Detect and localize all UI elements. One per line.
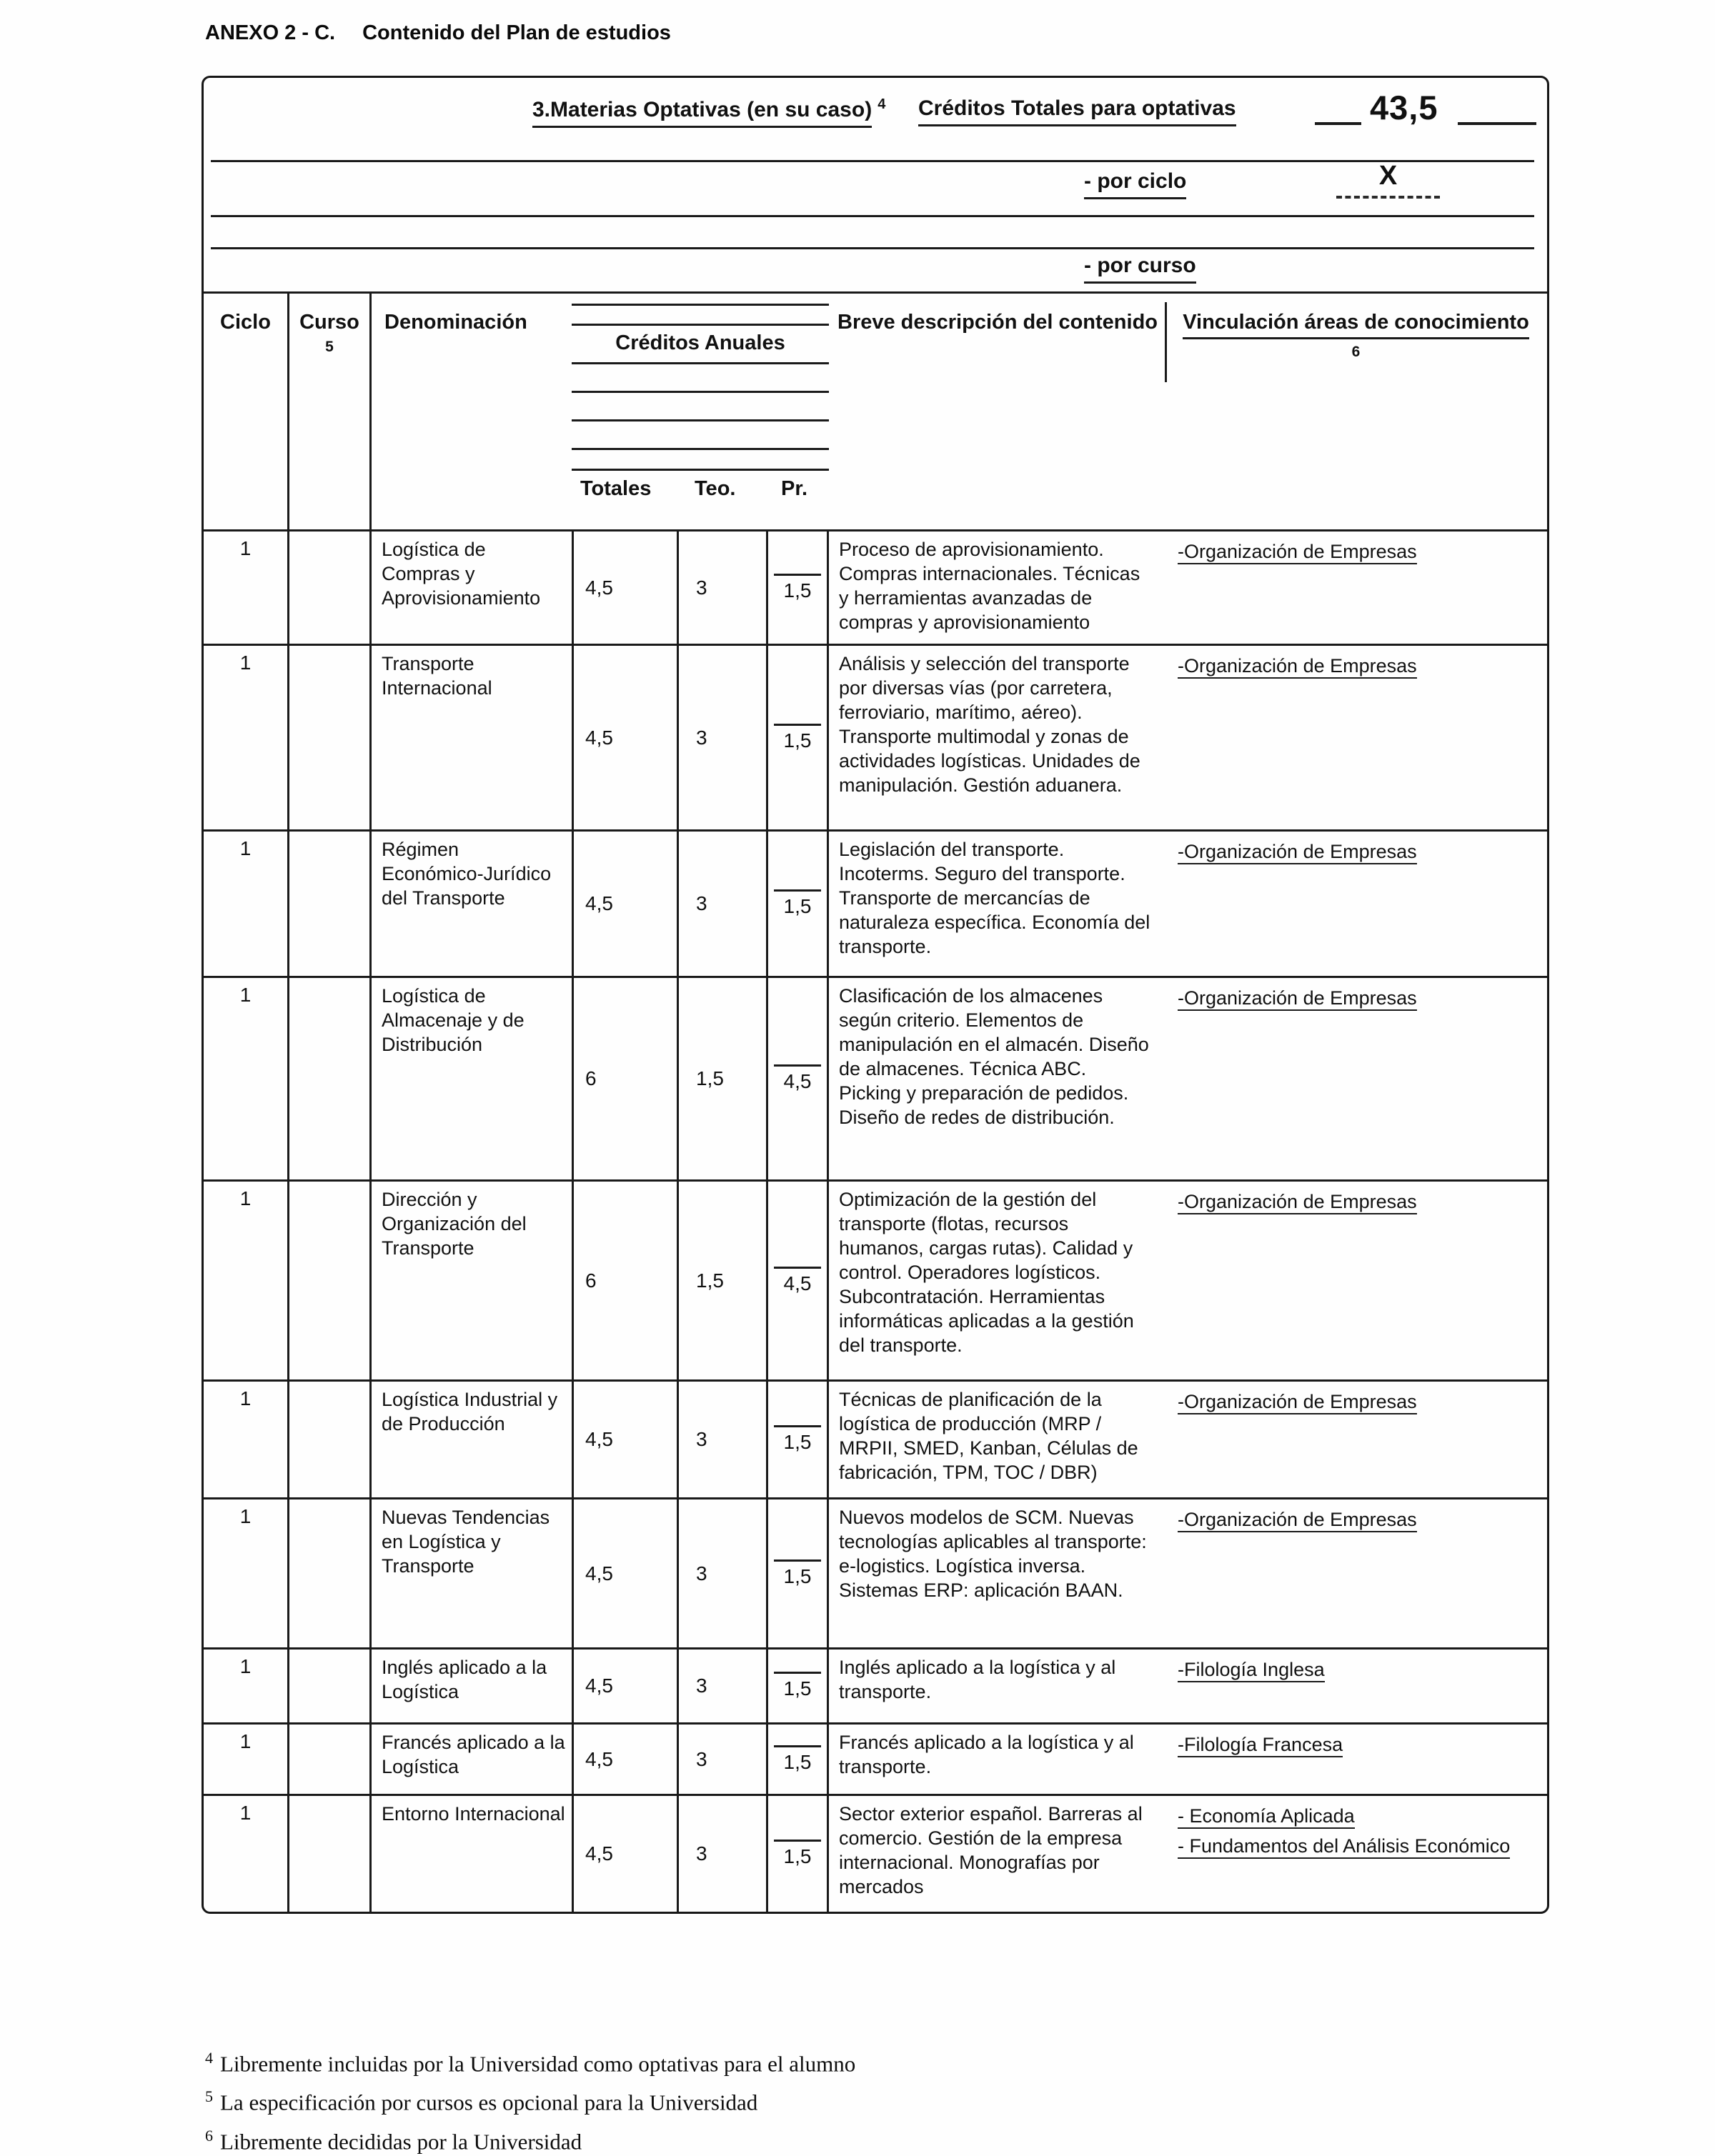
form-box [202, 76, 1549, 1914]
descripcion-header-text: Breve descripción del contenido [837, 311, 1158, 334]
cell-denominacion: Inglés aplicado a la Logística [382, 1657, 547, 1702]
footnote-text: La especificación por cursos es opcional para la Universidad [220, 2090, 758, 2115]
footnote-ref-5: 5 [325, 339, 334, 355]
cell-teo: 3 [679, 1650, 768, 1722]
cell-totales: 4,5 [572, 646, 679, 829]
cell-totales: 4,5 [572, 1796, 679, 1912]
cell-totales: 4,5 [572, 531, 679, 644]
cell-descripcion: Legislación del transporte. Incoterms. Seguro del transporte. Transporte de mercancías de naturaleza específica. Economía del transporte. [839, 839, 1150, 957]
table-header [204, 294, 1547, 529]
cell-vinculacion: -Organización de Empresas [1165, 1182, 1547, 1379]
cell-curso [289, 978, 372, 1179]
creditos-anuales-label: Créditos Anuales [572, 324, 829, 364]
cell-curso [289, 1796, 372, 1912]
table-row [204, 976, 1547, 1179]
cell-descripcion: Inglés aplicado a la logística y al transporte. [839, 1657, 1116, 1702]
cell-denominacion: Logística de Almacenaje y de Distribución [382, 985, 525, 1055]
cell-denominacion: Francés aplicado a la Logística [382, 1732, 565, 1777]
cell-teo: 3 [679, 531, 768, 644]
column-header-curso [289, 294, 372, 529]
table-row [204, 1497, 1547, 1647]
footnote-number: 5 [205, 2087, 213, 2106]
cell-pr: 1,5 [768, 1725, 829, 1794]
footnote-ref-6: 6 [1351, 344, 1361, 360]
cell-ciclo: 1 [204, 978, 289, 1179]
cell-ciclo: 1 [204, 531, 289, 644]
rule-line [211, 215, 1534, 217]
column-header-creditos [572, 294, 829, 529]
cell-curso [289, 646, 372, 829]
cell-totales: 4,5 [572, 1382, 679, 1497]
footnote-6 [205, 2127, 855, 2155]
cell-curso [289, 531, 372, 644]
cell-curso [289, 832, 372, 976]
cell-vinculacion: - Economía Aplicada - Fundamentos del Análisis Económico [1165, 1796, 1547, 1912]
column-header-ciclo [204, 294, 289, 529]
cell-pr: 1,5 [768, 832, 829, 976]
cell-vinculacion: -Filología Francesa [1165, 1725, 1547, 1794]
section-title [532, 96, 885, 128]
cell-teo: 3 [679, 1499, 768, 1647]
cell-curso [289, 1382, 372, 1497]
por-ciclo-label [1084, 169, 1186, 199]
column-header-teo: Teo. [695, 477, 736, 500]
cell-descripcion: Análisis y selección del transporte por diversas vías (por carretera, ferroviario, marítimo, aéreo). Transporte multimodal y zonas de actividades logísticas. Unidades de manipulación. Gestión aduanera. [839, 653, 1140, 796]
annex-title: Contenido del Plan de estudios [362, 21, 671, 44]
cell-denominacion: Régimen Económico-Jurídico del Transporte [382, 839, 552, 909]
cell-pr: 1,5 [768, 646, 829, 829]
cell-descripcion: Proceso de aprovisionamiento. Compras internacionales. Técnicas y herramientas avanzadas de compras y aprovisionamiento [839, 539, 1140, 633]
cell-ciclo: 1 [204, 1499, 289, 1647]
table-row [204, 1794, 1547, 1912]
cell-descripcion: Clasificación de los almacenes según criterio. Elementos de manipulación en el almacén. Diseño de almacenes. Técnica ABC. Picking y preparación de pedidos. Diseño de redes de distribución. [839, 985, 1149, 1128]
rule-line [572, 304, 829, 324]
cell-ciclo: 1 [204, 1182, 289, 1379]
rule-line [1165, 302, 1167, 382]
cell-totales: 4,5 [572, 1650, 679, 1722]
table-row [204, 1179, 1547, 1379]
credits-total-value: 43,5 [1370, 89, 1438, 126]
cell-teo: 3 [679, 1725, 768, 1794]
cell-pr: 1,5 [768, 531, 829, 644]
cell-ciclo: 1 [204, 646, 289, 829]
cell-vinculacion: -Organización de Empresas [1165, 531, 1547, 644]
table-row [204, 1379, 1547, 1497]
cell-ciclo: 1 [204, 832, 289, 976]
cell-descripcion: Técnicas de planificación de la logística de producción (MRP / MRPII, SMED, Kanban, Células de fabricación, TPM, TOC / DBR) [839, 1389, 1138, 1483]
cell-ciclo: 1 [204, 1650, 289, 1722]
cell-teo: 3 [679, 1796, 768, 1912]
cell-pr: 1,5 [768, 1650, 829, 1722]
cell-vinculacion: -Organización de Empresas [1165, 1382, 1547, 1497]
table-row [204, 1647, 1547, 1722]
table-row [204, 829, 1547, 976]
cell-denominacion: Dirección y Organización del Transporte [382, 1189, 527, 1259]
por-ciclo-x: X [1378, 161, 1398, 191]
column-header-descripcion [829, 294, 1165, 529]
rule-line [572, 448, 829, 450]
cell-descripcion: Optimización de la gestión del transporte (flotas, recursos humanos, cargas rutas). Calidad y control. Operadores logísticos. Subcontratación. Herramientas informáticas aplicadas a la gestión del transporte. [839, 1189, 1134, 1356]
cell-vinculacion: -Organización de Empresas [1165, 646, 1547, 829]
section-title-text: 3.Materias Optativas (en su caso) [532, 98, 872, 128]
rule-line [1458, 122, 1536, 125]
por-ciclo-mark [1336, 161, 1440, 199]
cell-vinculacion: -Organización de Empresas [1165, 832, 1547, 976]
footnote-text: Libremente incluidas por la Universidad como optativas para el alumno [220, 2051, 856, 2077]
por-curso-label [1084, 254, 1196, 284]
cell-teo: 1,5 [679, 978, 768, 1179]
rule-line [211, 247, 1534, 249]
credits-sub-headers [572, 469, 829, 529]
cell-totales: 4,5 [572, 1499, 679, 1647]
cell-totales: 4,5 [572, 1725, 679, 1794]
table-row [204, 644, 1547, 829]
table-row [204, 529, 1547, 644]
cell-teo: 3 [679, 646, 768, 829]
footnote-5 [205, 2087, 855, 2115]
por-ciclo-label-text: - por ciclo [1084, 169, 1186, 199]
column-header-totales: Totales [580, 477, 652, 500]
form-header [204, 78, 1547, 294]
rule-line [572, 419, 829, 421]
cell-pr: 4,5 [768, 1182, 829, 1379]
rule-line [572, 391, 829, 393]
column-header-pr: Pr. [781, 477, 808, 500]
cell-ciclo: 1 [204, 1382, 289, 1497]
cell-curso [289, 1499, 372, 1647]
table-row [204, 1722, 1547, 1794]
annex-label: ANEXO 2 - C. [205, 21, 336, 44]
rule-line [1315, 122, 1361, 125]
credits-total-label-text: Créditos Totales para optativas [918, 96, 1236, 126]
footnote-number: 4 [205, 2049, 213, 2067]
cell-totales: 4,5 [572, 832, 679, 976]
cell-vinculacion: -Filología Inglesa [1165, 1650, 1547, 1722]
cell-denominacion: Nuevas Tendencias en Logística y Transporte [382, 1507, 550, 1577]
cell-vinculacion: -Organización de Empresas [1165, 978, 1547, 1179]
cell-vinculacion: -Organización de Empresas [1165, 1499, 1547, 1647]
cell-totales: 6 [572, 1182, 679, 1379]
footnote-text: Libremente decididas por la Universidad [220, 2128, 582, 2154]
cell-pr: 4,5 [768, 978, 829, 1179]
cell-descripcion: Sector exterior español. Barreras al comercio. Gestión de la empresa internacional. Monografías por mercados [839, 1803, 1143, 1897]
footnote-number: 6 [205, 2126, 213, 2145]
cell-ciclo: 1 [204, 1796, 289, 1912]
cell-pr: 1,5 [768, 1796, 829, 1912]
cell-descripcion: Nuevos modelos de SCM. Nuevas tecnologías aplicables al transporte: e-logistics. Logística inversa. Sistemas ERP: aplicación BAAN. [839, 1507, 1147, 1601]
table-body [204, 529, 1547, 1912]
cell-descripcion: Francés aplicado a la logística y al transporte. [839, 1732, 1134, 1777]
credits-total-label [918, 96, 1236, 126]
cell-pr: 1,5 [768, 1499, 829, 1647]
cell-curso [289, 1182, 372, 1379]
column-header-denominacion [372, 294, 572, 529]
page-title [205, 21, 671, 45]
ciclo-header-text: Ciclo [220, 311, 271, 334]
footnote-4 [205, 2049, 855, 2077]
cell-curso [289, 1650, 372, 1722]
cell-denominacion: Logística de Compras y Aprovisionamiento [382, 539, 541, 609]
footnote-ref-4: 4 [878, 96, 886, 112]
cell-ciclo: 1 [204, 1725, 289, 1794]
cell-denominacion: Transporte Internacional [382, 653, 492, 699]
cell-teo: 3 [679, 1382, 768, 1497]
cell-curso [289, 1725, 372, 1794]
cell-teo: 1,5 [679, 1182, 768, 1379]
cell-denominacion: Logística Industrial y de Producción [382, 1389, 558, 1434]
cell-teo: 3 [679, 832, 768, 976]
cell-totales: 6 [572, 978, 679, 1179]
column-header-vinculacion [1165, 294, 1547, 529]
curso-header-text: Curso [299, 311, 359, 334]
denominacion-header-text: Denominación [384, 311, 527, 334]
por-curso-label-text: - por curso [1084, 254, 1196, 284]
footnotes [205, 2049, 855, 2156]
cell-denominacion: Entorno Internacional [382, 1803, 565, 1825]
cell-pr: 1,5 [768, 1382, 829, 1497]
vinculacion-header-text: Vinculación áreas de conocimiento [1183, 311, 1529, 339]
